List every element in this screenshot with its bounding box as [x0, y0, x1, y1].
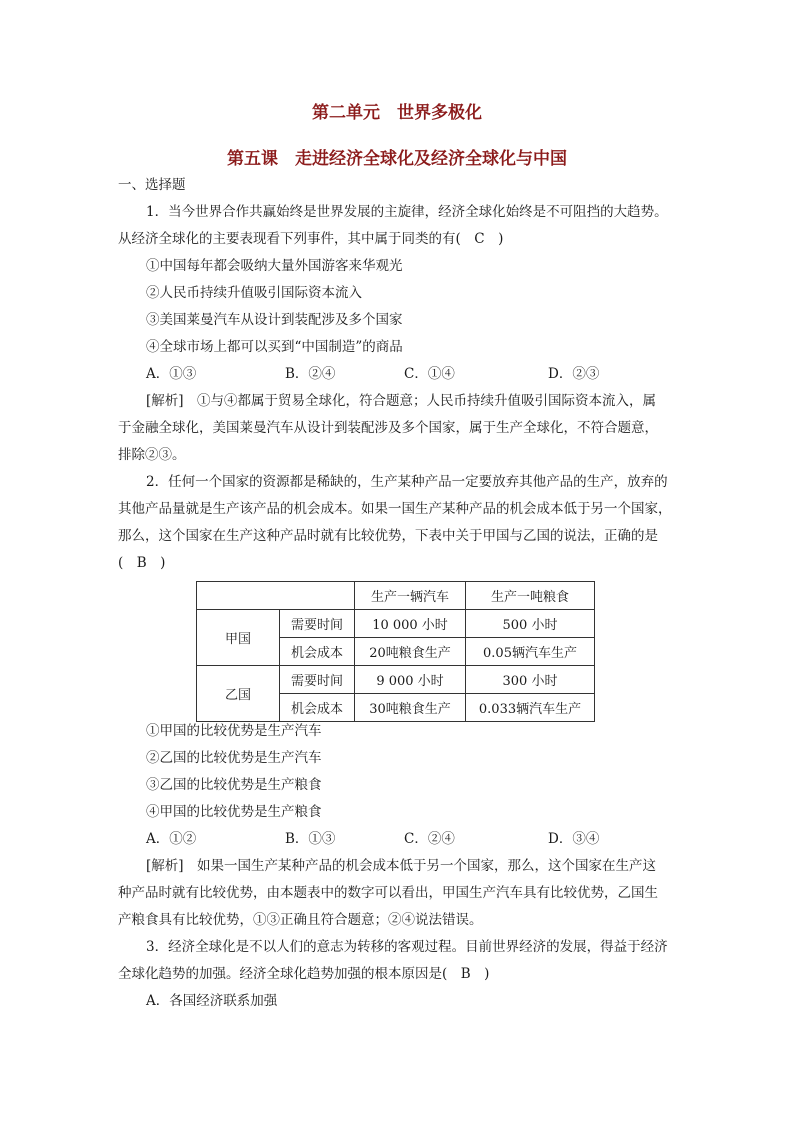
q1-option-b: B．②④ [285, 366, 336, 382]
table-cell: 0.033辆汽车生产 [466, 694, 595, 722]
q3-stem-line-1: 3．经济全球化是不以人们的意志为转移的客观过程。目前世界经济的发展，得益于经济 [146, 939, 668, 955]
q1-item: ①中国每年都会吸纳大量外国游客来华观光 [146, 258, 403, 274]
table-cell: 500 小时 [466, 610, 595, 638]
q1-analysis-line-2: 于金融全球化，美国莱曼汽车从设计到装配涉及多个国家，属于生产全球化，不符合题意， [118, 420, 658, 436]
q2-stem-line-4: ( B ) [118, 555, 166, 571]
table-corner-cell [197, 582, 355, 610]
table-row-label: 需要时间 [280, 610, 355, 638]
q1-item: ②人民币持续升值吸引国际资本流入 [146, 285, 362, 301]
comparison-table [196, 581, 595, 722]
q2-item: ②乙国的比较优势是生产汽车 [146, 750, 322, 766]
q1-option-a: A．①③ [146, 366, 197, 382]
q2-analysis-line-1: [解析] 如果一国生产某种产品的机会成本低于另一个国家，那么，这个国家在生产这 [146, 858, 657, 874]
q2-option-b: B．①③ [285, 831, 336, 847]
q2-analysis-line-2: 种产品时就有比较优势，由本题表中的数字可以看出，甲国生产汽车具有比较优势，乙国生 [118, 885, 658, 901]
table-header-grain: 生产一吨粮食 [466, 582, 595, 610]
table-header-row [197, 582, 595, 610]
q2-stem-line-3: 那么，这个国家在生产这种产品时就有比较优势，下表中关于甲国与乙国的说法，正确的是 [118, 528, 658, 544]
q1-stem-line-1: 1．当今世界合作共赢始终是世界发展的主旋律，经济全球化始终是不可阻挡的大趋势。 [146, 204, 668, 220]
q1-option-c: C．①④ [404, 366, 455, 382]
q1-item: ④全球市场上都可以买到“中国制造”的商品 [146, 339, 403, 355]
section-heading: 一、选择题 [118, 177, 186, 193]
q3-stem-line-2: 全球化趋势的加强。经济全球化趋势加强的根本原因是( B ) [118, 966, 490, 982]
table-cell: 300 小时 [466, 666, 595, 694]
table-cell: 9 000 小时 [355, 666, 466, 694]
q2-option-c: C．②④ [404, 831, 455, 847]
q2-analysis-line-3: 产粮食具有比较优势，①③正确且符合题意；②④说法错误。 [118, 912, 483, 928]
table-row-label: 需要时间 [280, 666, 355, 694]
table-row-label: 机会成本 [280, 694, 355, 722]
q3-option-a: A．各国经济联系加强 [146, 993, 278, 1009]
q1-item: ③美国莱曼汽车从设计到装配涉及多个国家 [146, 312, 403, 328]
q2-option-a: A．①② [146, 831, 197, 847]
unit-title: 第二单元 世界多极化 [312, 103, 482, 123]
q1-option-d: D．②③ [548, 366, 600, 382]
table-header-car: 生产一辆汽车 [355, 582, 466, 610]
table-row [197, 666, 595, 694]
table-cell: 10 000 小时 [355, 610, 466, 638]
q1-stem-line-2: 从经济全球化的主要表现看下列事件，其中属于同类的有( C ) [118, 231, 504, 247]
q2-item: ④甲国的比较优势是生产粮食 [146, 804, 322, 820]
table-cell: 20吨粮食生产 [355, 638, 466, 666]
table-country-b: 乙国 [197, 666, 280, 722]
q1-analysis-line-1: [解析] ①与④都属于贸易全球化，符合题意；人民币持续升值吸引国际资本流入，属 [146, 393, 657, 409]
q1-analysis-line-3: 排除②③。 [118, 447, 186, 463]
q2-item: ①甲国的比较优势是生产汽车 [146, 723, 322, 739]
table-row [197, 610, 595, 638]
q2-option-d: D．③④ [548, 831, 600, 847]
table-row-label: 机会成本 [280, 638, 355, 666]
q2-stem-line-1: 2．任何一个国家的资源都是稀缺的，生产某种产品一定要放弃其他产品的生产，放弃的 [146, 474, 668, 490]
table-country-a: 甲国 [197, 610, 280, 666]
table-cell: 30吨粮食生产 [355, 694, 466, 722]
q2-stem-line-2: 其他产品量就是生产该产品的机会成本。如果一国生产某种产品的机会成本低于另一个国家， [118, 501, 672, 517]
lesson-title: 第五课 走进经济全球化及经济全球化与中国 [227, 149, 567, 169]
q2-item: ③乙国的比较优势是生产粮食 [146, 777, 322, 793]
table-cell: 0.05辆汽车生产 [466, 638, 595, 666]
